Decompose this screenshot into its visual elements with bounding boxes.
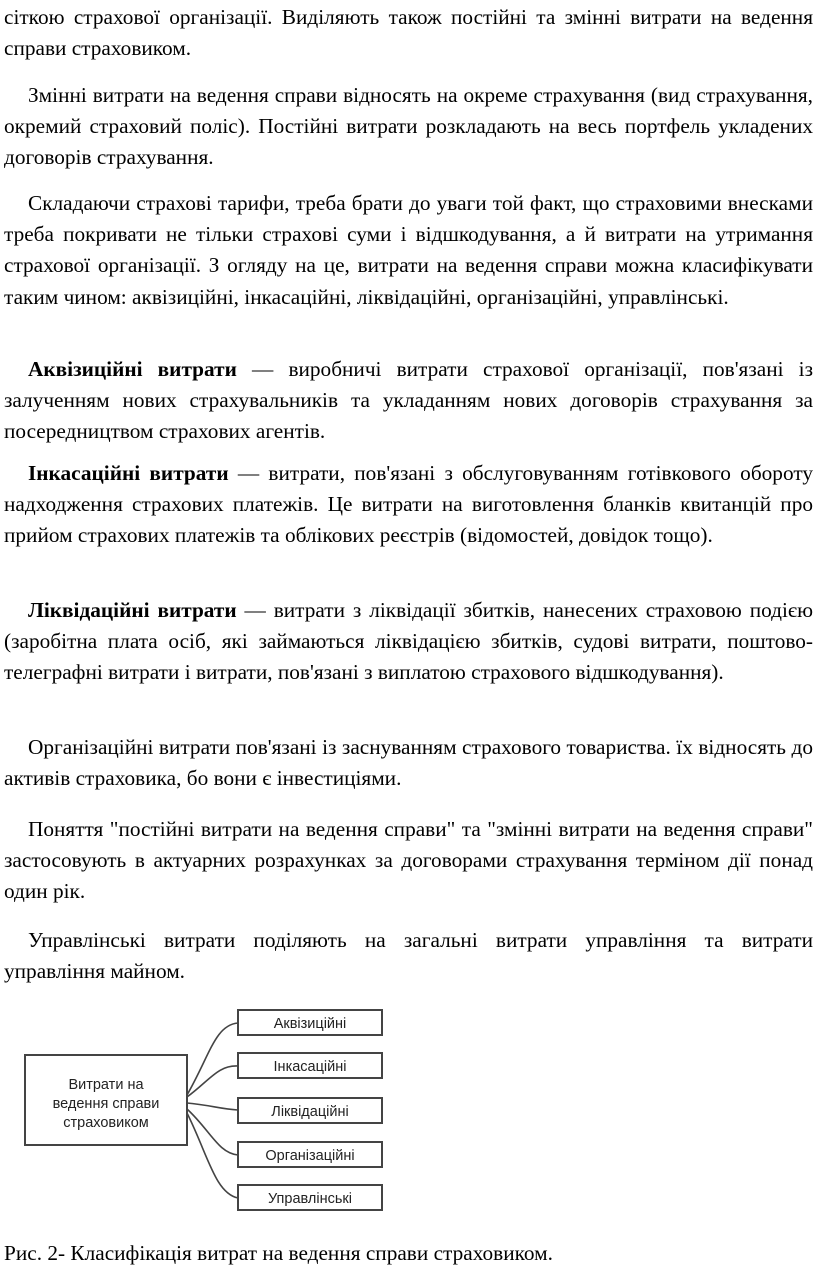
paragraph-2 [4,80,813,174]
figure-caption: Рис. 2- Класифікація витрат на ведення справи страховиком. [4,1241,553,1265]
paragraph-organizational [4,732,813,794]
paragraph-acquisition [4,354,813,448]
diagram-branch-1: Аквізиційні [273,1016,347,1032]
definition-acquisition: — виробничі витрати страхової організації, пов'язані із залученням нових страхувальників та укладанням нових договорів страхування за посередництвом страхових агентів. [4,357,813,444]
paragraph-concepts-text: Поняття "постійні витрати на ведення справи" та "змінні витрати на ведення справи" застосовують в актуарних розрахунках за договорами страхування терміном дії понад один рік. [4,817,813,904]
diagram-root-line-3: страховиком [63,1115,149,1131]
paragraph-liquidation [4,595,813,689]
diagram-connector-3 [187,1103,238,1110]
diagram-connector-4 [187,1109,238,1155]
paragraph-collection [4,458,813,552]
diagram-branch-4: Організаційні [265,1148,355,1164]
paragraph-3-text: Складаючи страхові тарифи, треба брати до уваги той факт, що страховими внесками треба покривати не тільки страхові суми і відшкодування, а й витрати на утримання страхової організації. З огляду на це, витрати на ведення справи можна класифікувати таким чином: аквізиційні, інкасаційні, ліквідаційні, організаційні, управлінські. [4,191,813,309]
paragraph-concepts [4,814,813,908]
definition-collection: — витрати, пов'язані з обслуговуванням готівкового обороту надходження страхових платежів. Це витрати на виготовлення бланків квитанцій про прийом страхових платежів та облікових реєстрів (відомостей, довідок тощо). [4,461,813,548]
diagram-branch-3: Ліквідаційні [271,1104,349,1120]
diagram-root-line-2: ведення справи [52,1096,160,1112]
paragraph-management-text: Управлінські витрати поділяють на загальні витрати управління та витрати управління майном. [4,928,813,984]
paragraph-1 [4,2,813,64]
classification-diagram [0,995,816,1230]
term-acquisition: Аквізиційні витрати [28,357,237,381]
term-collection: Інкасаційні витрати [28,461,229,485]
diagram-branch-5: Управлінські [268,1191,352,1207]
diagram-connector-5 [187,1113,238,1198]
diagram-root-line-1: Витрати на [68,1077,144,1093]
definition-liquidation: — витрати з ліквідації збитків, нанесених страховою подією (заробітна плата осіб, які займаються ліквідацією збитків, судові витрати, поштово-телеграфні витрати і витрати, пов'язані з виплатою страхового відшкодування). [4,598,813,685]
term-liquidation: Ліквідаційні витрати [28,598,237,622]
paragraph-organizational-text: Організаційні витрати пов'язані із заснуванням страхового товариства. їх відносять до активів страховика, бо вони є інвестиціями. [4,735,813,791]
paragraph-2-text: Змінні витрати на ведення справи відносять на окреме страхування (вид страхування, окремий страховий поліс). Постійні витрати розкладають на весь портфель укладених договорів страхування. [4,83,813,170]
paragraph-3 [4,188,813,313]
diagram-connector-1 [187,1023,238,1095]
diagram-branch-2: Інкасаційні [273,1059,347,1075]
paragraph-1-text: сіткою страхової організації. Виділяють також постійні та змінні витрати на ведення справи страховиком. [4,5,813,61]
paragraph-management [4,925,813,987]
